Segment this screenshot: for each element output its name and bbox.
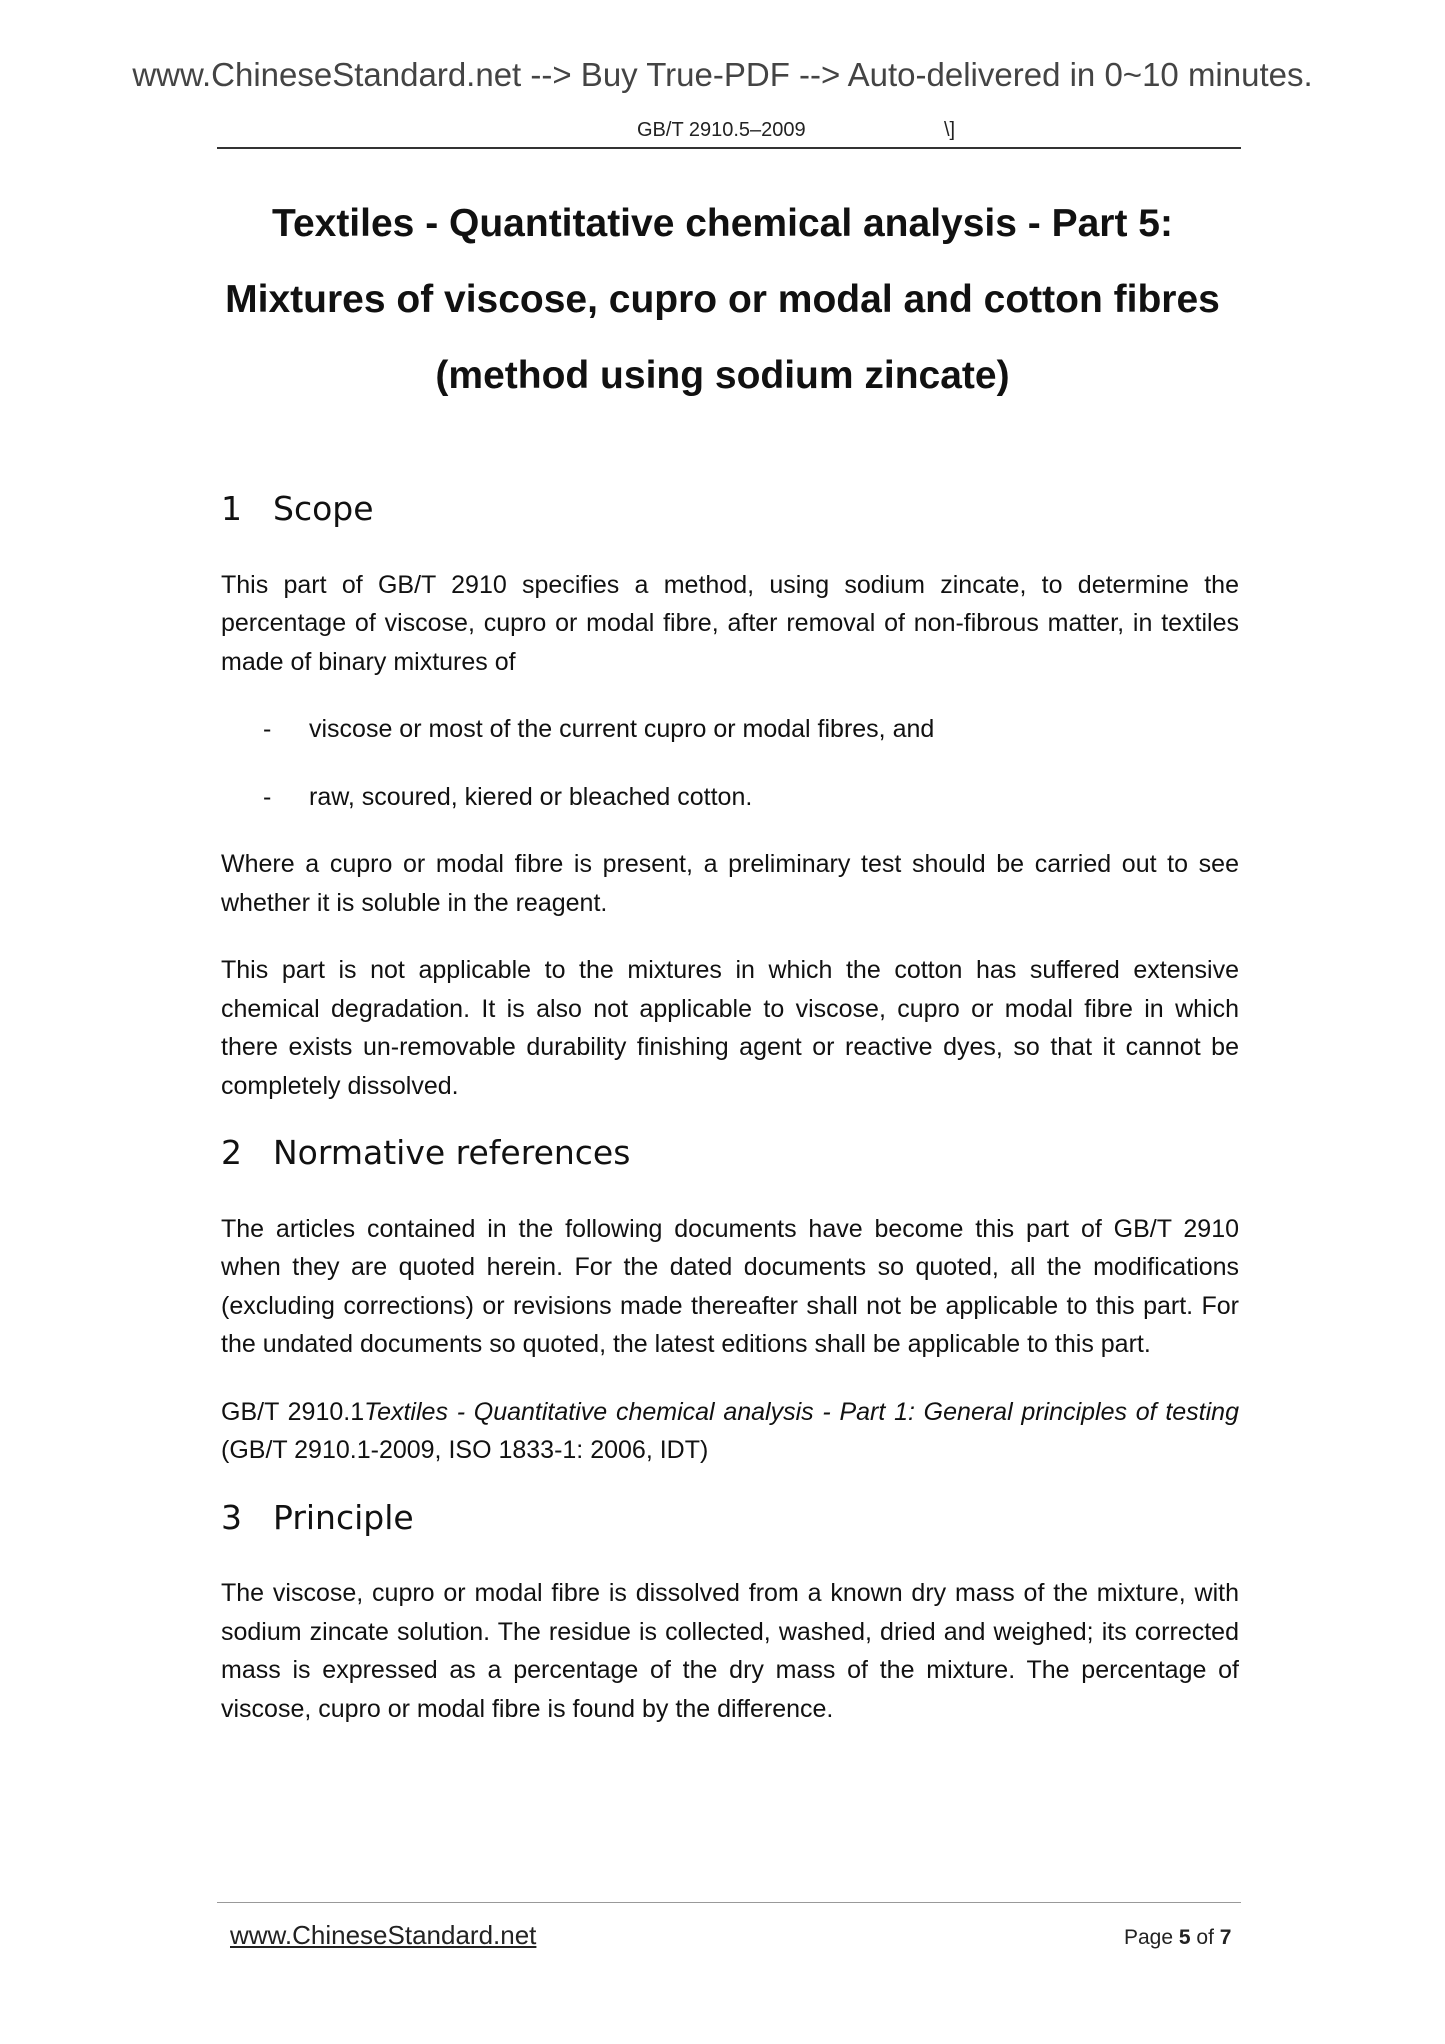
standard-code: GB/T 2910.5–2009 — [637, 119, 806, 141]
section-heading-principle — [221, 1499, 1239, 1538]
section-title: Scope — [273, 489, 374, 528]
page-prefix: Page — [1124, 1926, 1179, 1949]
list-item — [221, 710, 1239, 749]
scope-paragraph-1: This part of GB/T 2910 specifies a method, using sodium zincate, to determine the percentage of viscose, cupro or modal fibre, after removal of non-fibrous matter, in textiles made of binary mixtures of — [221, 570, 1239, 676]
list-item — [221, 778, 1239, 817]
dash-bullet: - — [263, 715, 272, 743]
section-number: 1 — [221, 489, 242, 528]
header-mark: \] — [944, 119, 956, 141]
principle-paragraph: The viscose, cupro or modal fibre is dissolved from a known dry mass of the mixture, with sodium zincate solution. The residue is collected, washed, dried and weighed; its corrected mass is expressed as a percentage of the dry mass of the mixture. The percentage of viscose, cupro or modal fibre is found by the difference. — [221, 1579, 1239, 1723]
scope-paragraph-3: This part is not applicable to the mixtures in which the cotton has suffered extensive chemical degradation. It is also not applicable to viscose, cupro or modal fibre in which there exists un-removable durability finishing agent or reactive dyes, so that it cannot be completely dissolved. — [221, 956, 1239, 1100]
title-line-2: Mixtures of viscose, cupro or modal and cotton fibres — [225, 278, 1220, 321]
section-heading-scope — [221, 490, 1239, 529]
section-heading-normative-references — [221, 1134, 1239, 1173]
site-banner[interactable]: www.ChineseStandard.net --> Buy True-PDF --> Auto-delivered in 0~10 minutes. — [132, 56, 1313, 93]
scope-paragraph-2: Where a cupro or modal fibre is present, a preliminary test should be carried out to see whether it is soluble in the reagent. — [221, 850, 1239, 917]
reference-code: GB/T 2910.1 — [221, 1397, 365, 1426]
section-title: Principle — [273, 1497, 414, 1537]
section-number: 3 — [221, 1497, 242, 1537]
section-title: Normative references — [273, 1133, 631, 1172]
normative-reference-entry — [221, 1393, 1239, 1470]
title-line-3: (method using sodium zincate) — [435, 354, 1010, 397]
list-item-text: raw, scoured, kiered or bleached cotton. — [309, 782, 753, 811]
standard-header — [217, 117, 1241, 149]
page-total: 7 — [1219, 1926, 1232, 1949]
title-line-1: Textiles - Quantitative chemical analysis - Part 5: — [272, 202, 1173, 245]
page-number — [1124, 1926, 1231, 1950]
footer-website-link[interactable]: www.ChineseStandard.net — [230, 1920, 537, 1950]
reference-suffix: (GB/T 2910.1-2009, ISO 1833-1: 2006, IDT) — [221, 1436, 709, 1464]
document-body — [221, 490, 1239, 1728]
page-current: 5 — [1178, 1926, 1191, 1949]
normative-paragraph: The articles contained in the following documents have become this part of GB/T 2910 when they are quoted herein. For the dated documents so quoted, all the modifications (excluding corrections) or revisions made thereafter shall not be applicable to this part. For the undated documents so quoted, the latest editions shall be applicable to this part. — [221, 1214, 1239, 1358]
list-item-text: viscose or most of the current cupro or modal fibres, and — [309, 715, 935, 743]
dash-bullet: - — [263, 782, 272, 811]
footer-divider — [217, 1902, 1241, 1903]
reference-title: Textiles - Quantitative chemical analysis - Part 1: General principles of testing — [364, 1397, 1239, 1426]
page-of: of — [1190, 1926, 1220, 1949]
section-number: 2 — [221, 1133, 242, 1172]
document-title — [160, 186, 1285, 414]
